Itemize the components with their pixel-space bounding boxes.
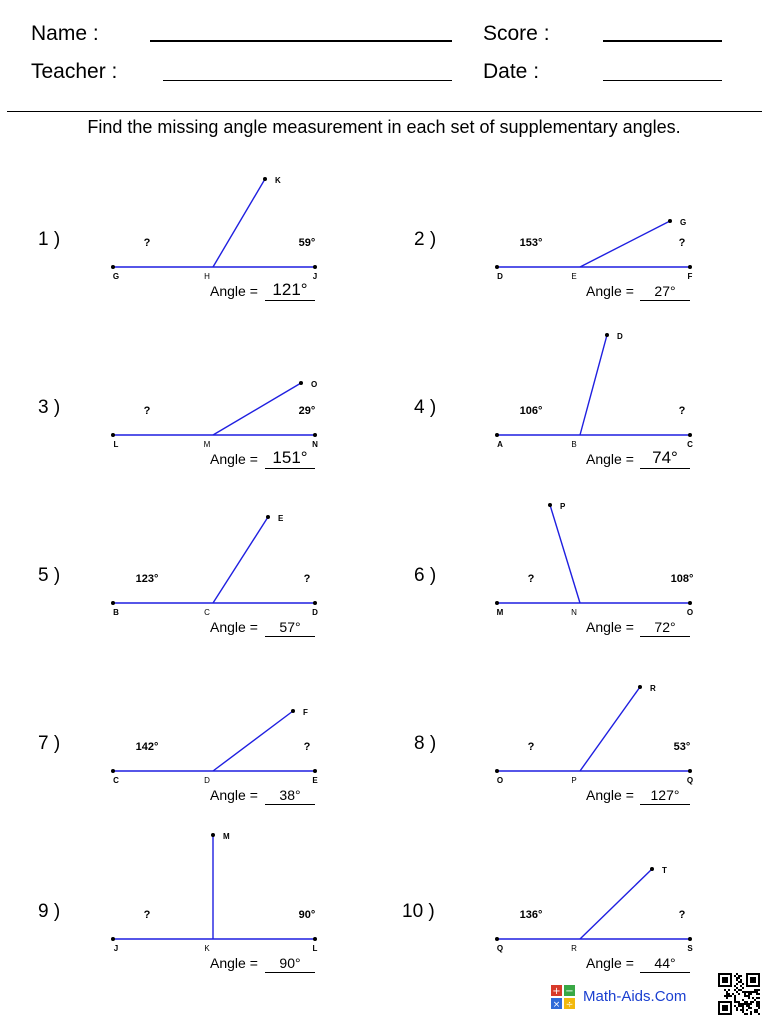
point-dot (313, 937, 317, 941)
point-dot (111, 265, 115, 269)
angle-figure (0, 163, 384, 331)
problem-number: 2 ) (414, 229, 437, 250)
angle-figure (384, 499, 768, 667)
name-label: Name : (31, 22, 99, 45)
point-label-left: B (113, 608, 119, 617)
point-dot (668, 219, 672, 223)
answer-label: Angle = (210, 451, 258, 467)
answer-value: 74° (652, 448, 678, 467)
right-angle-value: 59° (298, 237, 316, 249)
point-label-left: A (497, 440, 503, 449)
point-label-vertex: R (571, 944, 577, 953)
date-label: Date : (483, 60, 540, 83)
answer-label: Angle = (210, 955, 258, 971)
problem-number: 8 ) (414, 733, 437, 754)
point-dot (495, 769, 499, 773)
right-angle-value: 29° (298, 405, 316, 417)
right-angle-value: 90° (298, 909, 316, 921)
angle-figure (384, 667, 768, 835)
point-label-ray: O (311, 380, 318, 389)
svg-text:−: − (565, 986, 574, 997)
point-label-right: L (312, 944, 318, 953)
point-label-ray: P (560, 502, 566, 511)
point-label-vertex: K (204, 944, 210, 953)
point-label-vertex: P (571, 776, 577, 785)
answer-label: Angle = (586, 787, 634, 803)
angle-figure (384, 163, 768, 331)
ray (580, 221, 670, 267)
problem (0, 163, 384, 331)
answer-field[interactable] (265, 468, 315, 469)
point-label-right: Q (686, 776, 694, 785)
point-label-left: O (496, 776, 504, 785)
left-angle-value: ? (527, 573, 535, 585)
teacher-field[interactable] (163, 80, 452, 81)
point-label-ray: T (662, 866, 667, 875)
ray (213, 517, 268, 603)
point-label-vertex: M (203, 440, 211, 449)
point-label-left: L (113, 440, 119, 449)
answer-field[interactable] (265, 972, 315, 973)
left-angle-value: 106° (519, 405, 543, 417)
answer-field[interactable] (640, 300, 690, 301)
left-angle-value: ? (527, 741, 535, 753)
answer-value: 151° (272, 448, 308, 467)
left-angle-value: 142° (135, 741, 159, 753)
point-label-ray: K (275, 176, 281, 185)
angle-figure (384, 835, 768, 1003)
right-angle-value: ? (678, 405, 686, 417)
point-label-left: Q (496, 944, 504, 953)
ray (580, 687, 640, 771)
point-label-right: F (687, 272, 693, 281)
problem-number: 4 ) (414, 397, 437, 418)
angle-figure (0, 832, 384, 1003)
point-dot (111, 937, 115, 941)
point-dot (650, 867, 654, 871)
point-label-vertex: B (571, 440, 577, 449)
answer-field[interactable] (265, 804, 315, 805)
brand-link[interactable]: Math-Aids.Com (583, 988, 687, 1005)
answer-field[interactable] (265, 300, 315, 301)
answer-label: Angle = (210, 787, 258, 803)
point-label-ray: F (303, 708, 308, 717)
left-angle-value: 136° (519, 909, 543, 921)
point-dot (299, 381, 303, 385)
instructions: Find the missing angle measurement in each set of supplementary angles. (87, 117, 681, 137)
point-label-vertex: H (204, 272, 210, 281)
point-dot (111, 601, 115, 605)
point-dot (688, 937, 692, 941)
point-label-ray: G (680, 218, 687, 227)
point-label-right: N (312, 440, 318, 449)
problem (0, 499, 384, 667)
point-label-right: J (312, 272, 318, 281)
header-divider (7, 111, 762, 112)
svg-text:÷: ÷ (565, 1000, 574, 1009)
point-label-vertex: E (571, 272, 577, 281)
angle-figure (384, 331, 768, 499)
point-dot (495, 433, 499, 437)
answer-label: Angle = (586, 283, 634, 299)
ray (580, 335, 607, 435)
right-angle-value: ? (678, 237, 686, 249)
ray (213, 179, 265, 267)
angle-figure (0, 499, 384, 667)
point-dot (638, 685, 642, 689)
problem-number: 6 ) (414, 565, 437, 586)
answer-value: 44° (654, 955, 676, 971)
left-angle-value: 123° (135, 573, 159, 585)
answer-label: Angle = (586, 619, 634, 635)
point-label-ray: R (650, 684, 656, 693)
point-label-vertex: D (204, 776, 210, 785)
svg-text:×: × (552, 1000, 561, 1009)
point-label-vertex: N (571, 608, 577, 617)
answer-value: 38° (279, 787, 301, 803)
answer-label: Angle = (210, 283, 258, 299)
point-dot (291, 709, 295, 713)
point-dot (688, 769, 692, 773)
score-label: Score : (483, 22, 550, 45)
point-dot (266, 515, 270, 519)
point-dot (111, 433, 115, 437)
angle-figure (0, 331, 384, 499)
answer-value: 72° (654, 619, 676, 635)
right-angle-value: ? (303, 573, 311, 585)
problem (384, 835, 768, 1003)
problem-number: 5 ) (38, 565, 61, 586)
point-dot (211, 833, 215, 837)
left-angle-value: ? (143, 909, 151, 921)
point-dot (495, 601, 499, 605)
answer-label: Angle = (210, 619, 258, 635)
left-angle-value: 153° (519, 237, 543, 249)
right-angle-value: 108° (670, 573, 694, 585)
point-dot (313, 433, 317, 437)
angle-figure (0, 667, 384, 835)
point-label-right: E (312, 776, 318, 785)
problem-number: 9 ) (38, 901, 61, 922)
problem (384, 667, 768, 835)
answer-value: 27° (654, 283, 676, 299)
point-label-right: O (686, 608, 694, 617)
point-dot (688, 265, 692, 269)
problem-number: 3 ) (38, 397, 61, 418)
point-dot (313, 769, 317, 773)
calculator-icon (551, 985, 575, 1009)
answer-field[interactable] (640, 636, 690, 637)
point-dot (263, 177, 267, 181)
point-label-left: G (112, 272, 120, 281)
point-label-right: C (687, 440, 693, 449)
ray (550, 505, 580, 603)
point-label-left: J (113, 944, 119, 953)
answer-value: 57° (279, 619, 301, 635)
ray (213, 711, 293, 771)
point-dot (313, 601, 317, 605)
answer-value: 127° (650, 787, 680, 803)
right-angle-value: 53° (673, 741, 691, 753)
point-label-left: D (497, 272, 503, 281)
point-dot (495, 265, 499, 269)
point-label-ray: D (617, 332, 623, 341)
point-dot (605, 333, 609, 337)
point-label-vertex: C (204, 608, 210, 617)
problem (0, 832, 384, 1003)
point-dot (688, 433, 692, 437)
problem (0, 667, 384, 835)
problem-number: 10 ) (402, 901, 435, 922)
point-label-ray: E (278, 514, 284, 523)
answer-value: 121° (272, 280, 308, 299)
point-dot (313, 265, 317, 269)
teacher-label: Teacher : (31, 60, 118, 83)
qr-code-icon (718, 973, 760, 1015)
answer-field[interactable] (265, 636, 315, 637)
left-angle-value: ? (143, 237, 151, 249)
problem (384, 499, 768, 667)
point-label-right: D (312, 608, 318, 617)
problem-number: 7 ) (38, 733, 61, 754)
answer-field[interactable] (640, 972, 690, 973)
answer-label: Angle = (586, 955, 634, 971)
date-field[interactable] (603, 80, 722, 81)
point-label-ray: M (223, 832, 230, 841)
right-angle-value: ? (678, 909, 686, 921)
point-dot (111, 769, 115, 773)
score-field[interactable] (603, 40, 722, 42)
problem-number: 1 ) (38, 229, 61, 250)
point-label-left: C (113, 776, 119, 785)
ray (213, 383, 301, 435)
point-dot (688, 601, 692, 605)
point-label-right: S (687, 944, 693, 953)
problem (0, 331, 384, 499)
answer-field[interactable] (640, 804, 690, 805)
right-angle-value: ? (303, 741, 311, 753)
point-dot (548, 503, 552, 507)
answer-field[interactable] (640, 468, 690, 469)
answer-label: Angle = (586, 451, 634, 467)
name-field[interactable] (150, 40, 452, 42)
point-label-left: M (496, 608, 504, 617)
problem (384, 331, 768, 499)
point-dot (495, 937, 499, 941)
problem (384, 163, 768, 331)
ray (580, 869, 652, 939)
answer-value: 90° (279, 955, 301, 971)
left-angle-value: ? (143, 405, 151, 417)
svg-text:+: + (552, 986, 561, 997)
